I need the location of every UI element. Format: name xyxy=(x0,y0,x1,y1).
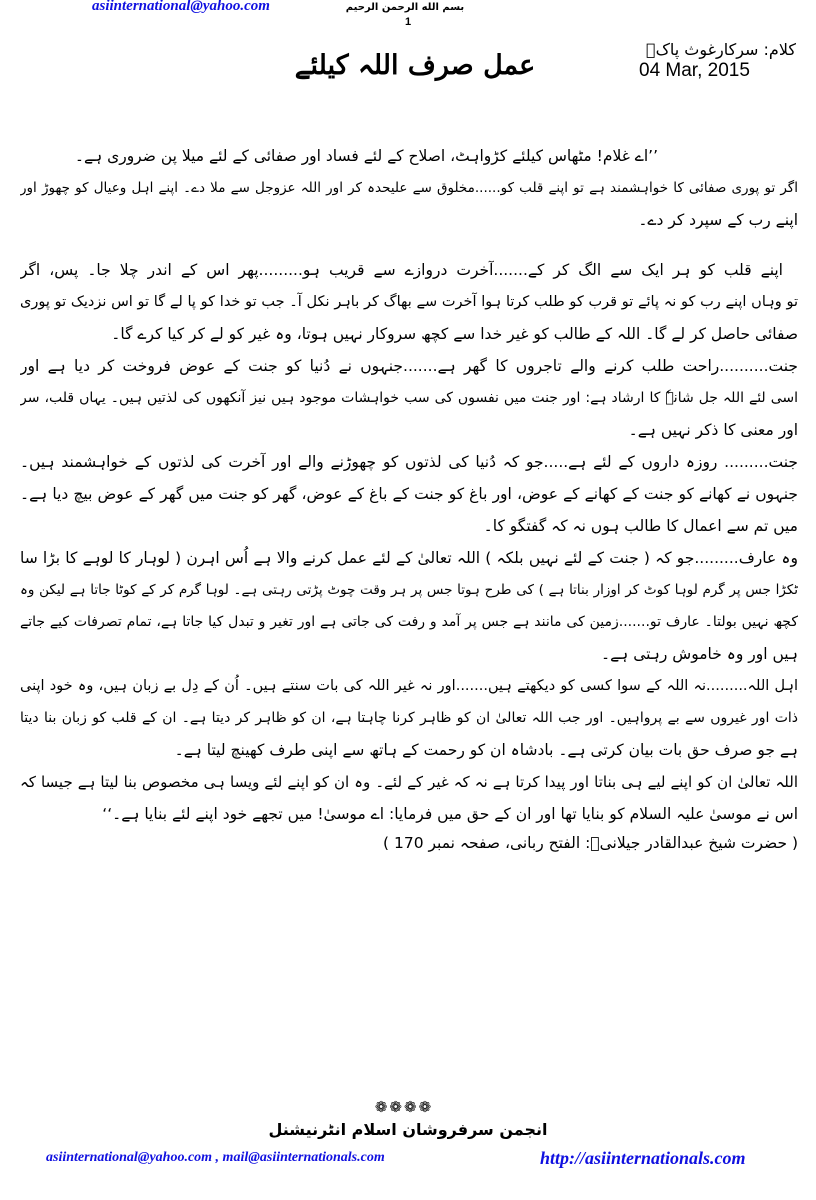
paragraph-line: اس نے موسیٰ علیہ السلام کو بنایا تھا اور ان کے حق میں فرمایا: اے موسیٰ! میں تجھے خود اپنے لئے بنایا ہے۔‘‘ xyxy=(102,805,798,823)
organization-name: انجمن سرفروشان اسلام انٹرنیشنل xyxy=(268,1120,548,1139)
paragraph-line: اگر تو پوری صفائی کا خواہشمند ہے تو اپنے قلب کو......مخلوق سے علیحدہ کر اور اللہ عزوجل سے ملا دے۔ اپنے اہل وعیال کو چھوڑ اور xyxy=(20,180,798,196)
paragraph-line: صفائی حاصل کر لے گا۔ اللہ کے طالب کو غیر خدا سے کچھ سروکار نہیں ہوتا، وہ غیر کو لے کر کیا کرے گا۔ xyxy=(111,325,798,343)
header-email-link[interactable]: asiinternational@yahoo.com xyxy=(92,0,270,14)
paragraph-line: جنت......... روزہ داروں کے لئے ہے.....جو کہ دُنیا کی لذتوں کو چھوڑنے والے اور آخرت کی لذتوں کے خواہشمند ہیں۔ xyxy=(20,453,798,471)
paragraph-line: اپنے قلب کو ہر ایک سے الگ کر کے.......آخرت دروازے سے قریب ہو.........پھر اس کے اندر چلا جا۔ پس، اگر xyxy=(20,261,783,279)
paragraph-line: کچھ نہیں بولتا۔ عارف تو.......زمین کی مانند ہے جس پر آمد و رفت کی جاتی ہے اور تغیر و تبدل کیا جاتا ہے، تمام تصرفات کیے جاتے xyxy=(20,614,798,630)
paragraph-line: ہیں اور وہ خاموش رہتی ہے۔ xyxy=(601,645,798,663)
footer-website-link[interactable]: http://asiinternationals.com xyxy=(540,1148,746,1168)
date: 04 Mar, 2015 xyxy=(639,60,750,81)
paragraph-line: ہے جو صرف حق بات بیان کرتی ہے۔ بادشاہ ان کو رحمت کے ہاتھ سے اپنی طرف کھینچ لیتا ہے۔ xyxy=(174,741,798,759)
page-number: 1 xyxy=(404,16,412,28)
page-title: عمل صرف اللہ کیلئے xyxy=(294,50,536,81)
paragraph-line: تو وہاں اپنے رب کو نہ پائے تو قرب کو طلب کرتا ہوا آخرت سے بھاگ کر باہر نکل آ۔ جب تو خدا کو پا لے گا تو اس نزدیک تو پوری xyxy=(20,294,798,310)
paragraph-line: ذات اور غیروں سے بے پرواہیں۔ اور جب اللہ تعالیٰ ان کو ظاہر کرنا چاہتا ہے، ان کو ظاہر کر دیتا ہے۔ ان کے قلب کو زبان بنا دیتا xyxy=(20,710,798,726)
paragraph-line: اور معنی کا ذکر نہیں ہے۔ xyxy=(628,421,798,439)
ornament-divider: ❁❁❁❁ xyxy=(374,1098,434,1116)
paragraph-line: جنہوں نے کھانے کو جنت کے کھانے کے عوض، اور باغ کو جنت کے باغ کے عوض، گھر کو جنت میں گھر کے عوض بیچ دیا ہے۔ xyxy=(20,485,798,503)
paragraph-line: اسی لئے اللہ جل شانہٗ کا ارشاد ہے: اور جنت میں نفسوں کی سب خواہشات موجود ہیں نیز آنکھوں کی لذتیں ہیں۔ یہاں قلب، سر xyxy=(20,390,798,406)
bismillah: بسم الله الرحمن الرحیم xyxy=(345,2,465,13)
paragraph-line: وہ عارف.........جو کہ ( جنت کے لئے نہیں بلکہ ) اللہ تعالیٰ کے لئے عمل کرنے والا ہے اُس اہرن ( لوہار کا لوہے کا بڑا سا xyxy=(20,549,798,567)
paragraph-line: اپنے رب کے سپرد کر دے۔ xyxy=(638,211,798,229)
kalam-attribution: کلام: سرکارغوث پاکؓ xyxy=(645,40,796,59)
paragraph-line: میں تم سے اعمال کا طالب ہوں نہ کہ گفتگو کا۔ xyxy=(483,517,798,535)
paragraph-line: ٹکڑا جس پر گرم لوہا کوٹ کر اوزار بناتا ہے ) کی طرح ہوتا جس پر ہر وقت چوٹ پڑتی رہتی ہے۔ لوہا گرم کر کے کوٹا جاتا ہے لیکن وہ xyxy=(20,582,798,598)
citation: ( حضرت شیخ عبدالقادر جیلانیؒ: الفتح ربانی، صفحہ نمبر 170 ) xyxy=(382,834,798,852)
paragraph-line: جنت..........راحت طلب کرنے والے تاجروں کا گھر ہے.......جنہوں نے دُنیا کو جنت کے عوض فروخت کر دیا ہے اور xyxy=(20,357,798,375)
paragraph-line: اہل اللہ.........نہ اللہ کے سوا کسی کو دیکھتے ہیں.......اور نہ غیر اللہ کی بات سنتے ہیں۔ اُن کے دِل بے زبان ہیں، وہ خود اپنی xyxy=(20,678,798,694)
footer-email-links[interactable]: asiinternational@yahoo.com , mail@asiinternationals.com xyxy=(46,1150,385,1165)
paragraph-line: اللہ تعالیٰ ان کو اپنے لیے ہی بناتا اور پیدا کرتا ہے نہ کہ غیر کے لئے۔ وہ ان کو اپنے لئے ویسا ہی مخصوص بنا لیتا ہے جیسا کہ xyxy=(20,773,798,791)
paragraph-line: ’’اے غلام! مٹھاس کیلئے کڑواہٹ، اصلاح کے لئے فساد اور صفائی کے لئے میلا پن ضروری ہے۔ xyxy=(74,147,658,165)
article-body xyxy=(20,140,798,856)
